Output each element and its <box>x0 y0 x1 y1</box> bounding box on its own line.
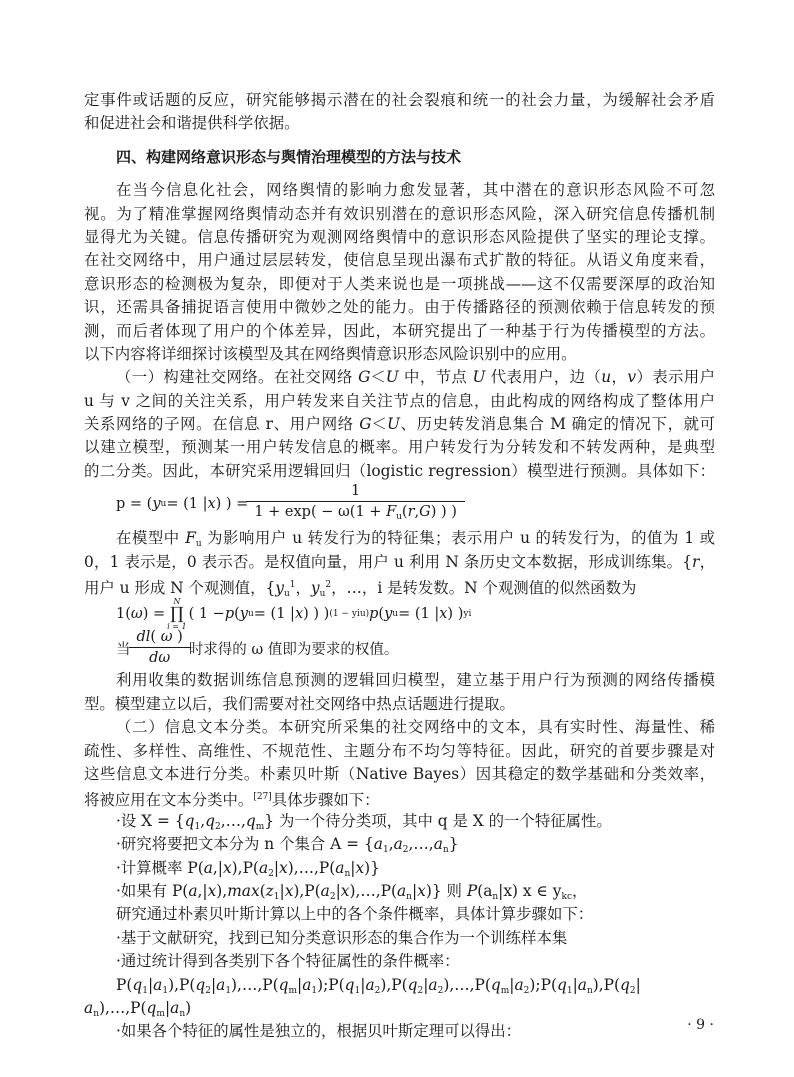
text-line <box>84 112 715 135</box>
math-variable: a <box>258 858 269 877</box>
text-line <box>84 203 715 226</box>
text-run: ,…, <box>220 811 246 830</box>
math-variable: ω <box>160 629 173 646</box>
text-run: 1( <box>116 606 131 623</box>
text-run: ) = <box>142 606 166 623</box>
math-sub: 2 <box>268 868 274 879</box>
text-run: 疏性、多样性、高维性、不规范性、主题分布不均匀等特征。因此，研究的首要步骤是对 <box>84 741 715 760</box>
math-variable: P <box>466 881 478 900</box>
text-run: 以建立模型，预测某一用户转发信息的概率。用户转发行为分转发和不转发两种，是典型 <box>84 438 715 457</box>
text-run: 的二分类。因此，本研究采用逻辑回归（logistic regression）模型进行预测。具体如下： <box>84 461 715 480</box>
text-run: ),…,P( <box>98 998 147 1017</box>
math-variable: x <box>417 881 426 900</box>
text-run: ) <box>185 998 192 1017</box>
text-run: 将被应用在文本分类中。 <box>84 791 254 810</box>
text-run: ， <box>699 552 715 571</box>
text-run: | <box>164 998 171 1017</box>
math-sub: 2 <box>417 985 424 996</box>
math-sub: 1 <box>194 821 201 832</box>
text-run: 以下内容将详细探讨该模型及其在网络舆情意识形态风险识别中的应用。 <box>84 344 577 363</box>
text-run: } <box>448 835 459 854</box>
text-run: | <box>147 975 154 994</box>
text-run: );P( <box>317 975 345 994</box>
text-line <box>84 763 715 786</box>
text-run: ) ) ) <box>303 606 330 623</box>
math-variable: a <box>203 858 213 877</box>
text-run: ),P( <box>231 858 259 877</box>
math-variable: F <box>386 503 397 520</box>
math-fraction <box>133 628 187 668</box>
text-run: 代表用户，边（ <box>485 368 602 387</box>
text-line <box>84 927 715 950</box>
text-run: ),…,P( <box>443 975 491 994</box>
text-line <box>84 574 715 600</box>
math-variable: a <box>514 975 524 994</box>
math-variable: a <box>320 881 330 900</box>
text-run: ）表示用户 <box>636 368 715 387</box>
math-sup: y <box>463 609 469 620</box>
math-variable: x <box>207 881 217 900</box>
math-sub: m <box>255 821 265 832</box>
text-run: ), <box>216 881 228 900</box>
math-sup: 2 <box>325 580 332 591</box>
text-line <box>84 390 715 413</box>
math-variable: a <box>428 975 438 994</box>
text-line <box>84 320 715 343</box>
text-run: 测，而后者体现了用户的个体差异，因此，本研究提出了一种基于行为传播模型的方法。 <box>84 321 715 340</box>
text-run: 定事件或话题的反应，研究能够揭示潜在的社会裂痕和统一的社会力量，为缓解社会矛盾 <box>84 91 715 109</box>
text-run: （二）信息文本分类。本研究所采集的社交网络中的文本，具有实时性、海量性、稀 <box>116 718 715 737</box>
math-variable: x <box>294 606 304 623</box>
text-run: 具体步骤如下： <box>271 791 380 810</box>
math-variable: q <box>245 811 256 830</box>
math-variable: a <box>433 835 443 854</box>
math-sub: u <box>283 589 290 600</box>
text-run: ),…,P( <box>287 858 336 877</box>
bullet-item <box>84 833 715 856</box>
text-run: ＜ <box>371 415 387 434</box>
math-sup: i <box>468 609 472 620</box>
page-number: · 9 · <box>687 1017 714 1033</box>
math-variable: G <box>359 415 372 434</box>
math-variable: q <box>620 975 630 994</box>
math-variable: a <box>153 975 163 994</box>
product-symbol: ∏ <box>170 603 184 624</box>
math-variable: x <box>279 858 288 877</box>
math-variable: dl <box>136 629 151 646</box>
text-run: 在社交网络中，用户通过层层转发，使信息呈现出瀑布式扩散的特征。从语义角度来看， <box>84 251 715 270</box>
text-run: | <box>360 975 366 994</box>
math-variable: ω <box>130 606 143 623</box>
math-variable: v <box>627 368 637 387</box>
text-run: ,| <box>197 881 208 900</box>
math-variable: a <box>335 858 345 877</box>
math-sub: 1 <box>566 985 573 996</box>
text-run: | <box>423 975 429 994</box>
text-run: 显得尤为关键。信息传播研究为观测网络舆情中的意识形态风险提供了坚实的理论支撑。 <box>84 227 715 246</box>
paragraph <box>84 669 715 716</box>
math-sub: u <box>392 609 399 620</box>
math-formula <box>84 597 715 631</box>
math-variable: a <box>365 975 375 994</box>
bullet-item <box>84 927 715 950</box>
math-variable: y <box>152 496 161 513</box>
text-run: ·研究将要把文本分为 n 个集合 A = { <box>116 835 374 854</box>
math-sub: kc <box>561 891 572 902</box>
math-variable: q <box>195 975 206 994</box>
text-run: } 为一个待分类项，其中 q 是 X 的一个特征属性。 <box>264 811 612 830</box>
text-run: ),P( <box>380 975 408 994</box>
paragraph <box>84 527 715 600</box>
text-run: = (1 | <box>398 606 440 623</box>
text-run: 、历史转发消息集合 M 确定的情况下，就可 <box>399 415 715 434</box>
math-sub: n <box>344 868 351 879</box>
text-run: 研究通过朴素贝叶斯计算以上中的各个条件概率，具体计算步骤如下： <box>116 905 594 924</box>
text-line <box>84 366 715 389</box>
math-sub: 1 <box>142 985 148 996</box>
paragraph <box>84 974 715 1021</box>
text-run: (a <box>477 881 493 900</box>
math-variable: U <box>385 368 399 387</box>
text-line <box>84 833 715 856</box>
math-sub: 2 <box>402 845 409 856</box>
bullet-item <box>84 880 715 903</box>
math-variable: x <box>340 881 350 900</box>
math-variable: q <box>132 975 143 994</box>
text-run: P( <box>116 975 133 994</box>
math-sub: n <box>492 891 499 902</box>
math-variable: U <box>472 368 486 387</box>
math-sub: u <box>319 589 326 600</box>
text-line <box>84 413 715 436</box>
text-run: ),P( <box>592 975 620 994</box>
text-run: ),…,P( <box>231 975 279 994</box>
math-sub: 1 <box>311 985 318 996</box>
text-run: ， <box>611 368 628 387</box>
text-run: 中，节点 <box>398 368 473 387</box>
text-run: 在模型中 <box>116 529 186 548</box>
math-variable: a <box>188 881 198 900</box>
math-sub: n <box>442 845 449 856</box>
text-line <box>84 436 715 459</box>
text-run: 和促进社会和谐提供科学依据。 <box>84 114 300 133</box>
text-line <box>84 693 715 716</box>
text-run: = (1 | <box>166 496 208 513</box>
text-run: | <box>411 881 418 900</box>
product-operator <box>167 598 186 631</box>
math-sub: m <box>288 985 297 996</box>
math-variable: y <box>239 606 248 623</box>
math-variable: y <box>275 579 284 598</box>
math-sub: 2 <box>629 985 636 996</box>
math-sub: 1 <box>354 985 361 996</box>
math-variable: a <box>393 835 403 854</box>
math-sub: 1 <box>162 985 169 996</box>
text-run: | <box>210 975 217 994</box>
text-run: ),…,P( <box>349 881 397 900</box>
math-variable: x <box>222 858 232 877</box>
text-run: ·通过统计得到各类别下各个特征属性的条件概率： <box>116 952 460 971</box>
text-run: ( <box>259 881 266 900</box>
bullet-item <box>84 950 715 973</box>
math-sup: ) <box>365 609 370 620</box>
text-run: 1 + exp( − ω(1 + <box>254 503 387 520</box>
text-line <box>84 273 715 296</box>
text-line <box>84 880 715 903</box>
math-sub: n <box>586 985 593 996</box>
text-line <box>84 1020 715 1043</box>
text-run: 0，1 表示是，0 表示否。是权值向量，用户 u 利用 N 条历史文本数据，形成训练集。{ <box>84 552 693 571</box>
math-variable: max <box>227 881 260 900</box>
text-line <box>84 716 715 739</box>
math-sub: u <box>160 499 167 510</box>
text-run: ·如果有 P( <box>116 881 189 900</box>
paragraph <box>84 903 715 926</box>
text-line <box>84 296 715 319</box>
text-line <box>84 974 715 997</box>
math-sub: 2 <box>437 985 444 996</box>
math-sub: 2 <box>214 821 221 832</box>
fraction-denominator <box>145 648 174 668</box>
math-variable: a <box>577 975 587 994</box>
math-variable: x <box>207 496 216 513</box>
math-sub: n <box>93 1008 99 1019</box>
text-run: 视。为了精准掌握网络舆情动态并有效识别潜在的意识形态风险，深入研究信息传播机制 <box>84 204 715 223</box>
fraction-denominator <box>250 502 461 527</box>
text-line <box>84 460 715 483</box>
text-line <box>84 527 715 550</box>
math-variable: x <box>439 606 448 623</box>
math-sub: u <box>195 539 202 550</box>
math-sub: n <box>179 1008 186 1019</box>
math-variable: a <box>302 975 312 994</box>
math-formula <box>84 631 715 665</box>
text-line <box>84 786 715 809</box>
text-run: 用户 u 形成 N 个观测值，{ <box>84 579 276 598</box>
math-variable: z <box>265 881 274 900</box>
text-run: | <box>635 975 641 994</box>
text-line <box>84 226 715 249</box>
text-run: ·如果各个特征的属性是独立的，根据贝叶斯定理可以得出： <box>116 1022 522 1041</box>
text-run: | <box>279 881 285 900</box>
math-sub: 2 <box>523 985 530 996</box>
document-body <box>84 89 715 1044</box>
math-formula <box>84 481 715 527</box>
math-variable: a <box>396 881 407 900</box>
text-line <box>84 89 715 112</box>
text-run: 为影响用户 u 转发行为的特征集；表示用户 u 的转发行为，的值为 1 或 <box>201 529 715 548</box>
text-run: ( 1 − <box>188 606 225 623</box>
math-sub: m <box>156 1008 165 1019</box>
text-run: p = ( <box>116 496 153 513</box>
text-run: ，…，i 是转发数。N 个观测值的似然函数为 <box>331 579 637 598</box>
text-run: ( <box>150 629 161 646</box>
math-variable: r <box>692 552 700 571</box>
text-run: ( <box>378 606 385 623</box>
math-sup: 1 <box>289 580 296 591</box>
math-variable: x <box>284 881 294 900</box>
text-run: 型。模型建立以后，我们需要对社交网络中热点话题进行提取。 <box>84 694 515 713</box>
text-run: ·设 X = { <box>116 811 185 830</box>
bullet-item <box>84 857 715 880</box>
text-run: （一）构建社交网络。在社交网络 <box>116 368 359 387</box>
text-run: ·基于文献研究，找到已知分类意识形态的集合作为一个训练样本集 <box>116 928 568 947</box>
math-variable: x <box>355 858 365 877</box>
paragraph <box>84 716 715 810</box>
text-run: , <box>388 835 394 854</box>
math-variable: q <box>407 975 418 994</box>
text-run: |x) x ∈ y <box>498 881 562 900</box>
math-sup: u <box>359 609 366 620</box>
text-line <box>84 343 715 366</box>
math-sub: u <box>248 609 254 620</box>
math-variable: dω <box>149 650 171 667</box>
text-line <box>84 669 715 692</box>
math-sub: m <box>500 985 510 996</box>
text-run: | <box>335 881 341 900</box>
text-run: ),P( <box>293 881 321 900</box>
math-variable: r <box>407 503 415 520</box>
math-sub: 2 <box>329 891 336 902</box>
math-sup: i <box>356 609 360 620</box>
math-variable: a <box>84 998 94 1017</box>
math-variable: G <box>419 503 431 520</box>
text-run: ， <box>295 579 311 598</box>
math-variable: a <box>216 975 226 994</box>
math-variable: F <box>185 529 196 548</box>
math-sub: 1 <box>273 891 280 902</box>
math-variable: q <box>278 975 289 994</box>
text-run: 识，还需具备捕捉语言使用中微妙之处的能力。由于传播路径的预测依赖于信息转发的预 <box>84 298 715 317</box>
math-variable: u <box>601 368 612 387</box>
citation-marker: [27] <box>253 792 272 803</box>
paragraph <box>84 89 715 136</box>
math-variable: q <box>146 998 157 1017</box>
text-run: u 与 v 之间的关注关系，用户转发来自关注节点的信息，由此构成的网络构成了整体用户 <box>84 391 715 410</box>
math-variable: a <box>170 998 180 1017</box>
text-run: , <box>414 503 420 520</box>
text-line <box>84 857 715 880</box>
math-variable: q <box>184 811 195 830</box>
paragraph <box>84 366 715 483</box>
math-sub: 1 <box>225 985 232 996</box>
math-variable: p <box>224 606 235 623</box>
bullet-item <box>84 1020 715 1043</box>
math-sup: (1 − y <box>329 609 357 620</box>
math-variable: q <box>490 975 501 994</box>
math-variable: q <box>205 811 215 830</box>
math-variable: q <box>344 975 355 994</box>
math-variable: y <box>310 579 320 598</box>
text-line <box>84 551 715 574</box>
text-run: | <box>572 975 578 994</box>
math-sub: 2 <box>374 985 381 996</box>
text-run: | <box>273 858 280 877</box>
text-run: ) <box>172 629 183 646</box>
text-run: 当 <box>116 641 131 658</box>
text-line <box>84 950 715 973</box>
text-run: ＜ <box>370 368 386 387</box>
text-line <box>84 740 715 763</box>
text-run: )} <box>364 858 380 877</box>
math-sub: n <box>406 891 412 902</box>
text-run: ,| <box>212 858 223 877</box>
text-run: 关系网络的子网。在信息 r、用户网络 <box>84 415 360 434</box>
math-variable: U <box>386 415 400 434</box>
fraction-numerator <box>129 628 191 648</box>
bullet-item <box>84 810 715 833</box>
text-run: | <box>297 975 303 994</box>
text-run: ) ) <box>447 606 464 623</box>
math-sub: 2 <box>205 985 211 996</box>
product-lower-limit: i = 1 <box>167 621 187 631</box>
text-run: ( <box>401 503 408 520</box>
product-upper-limit: N <box>173 596 181 606</box>
text-line <box>84 903 715 926</box>
text-run: , <box>200 811 206 830</box>
text-line <box>84 997 715 1020</box>
text-run: ) ) ) <box>430 503 457 520</box>
text-run: | <box>350 858 356 877</box>
text-run: )} 则 <box>425 881 467 900</box>
text-run: 1 <box>351 482 361 499</box>
text-run: ( <box>234 606 240 623</box>
math-variable: a <box>373 835 383 854</box>
text-run: 意识形态的检测极为复杂，即便对于人类来说也是一项挑战——这不仅需要深厚的政治知 <box>84 274 715 293</box>
text-run: 这些信息文本进行分类。朴素贝叶斯（Native Bayes）因其稳定的数学基础和分类效率， <box>84 765 715 783</box>
text-run: ,…, <box>408 835 434 854</box>
section-heading: 四、构建网络意识形态与舆情治理模型的方法与技术 <box>116 147 462 166</box>
math-variable: y <box>384 606 393 623</box>
text-run: ， <box>572 881 588 900</box>
text-run: 在当今信息化社会，网络舆情的影响力愈发显著，其中潜在的意识形态风险不可忽 <box>116 181 715 200</box>
text-line <box>84 179 715 202</box>
fraction-numerator <box>246 482 465 502</box>
math-variable: p <box>369 606 379 623</box>
math-sub: 1 <box>382 845 389 856</box>
math-variable: G <box>358 368 371 387</box>
math-variable: q <box>556 975 567 994</box>
text-run: 利用收集的数据训练信息预测的逻辑回归模型，建立基于用户行为预测的网络传播模 <box>116 671 715 690</box>
text-run: );P( <box>529 975 557 994</box>
math-sub: u <box>396 511 402 522</box>
text-line <box>84 810 715 833</box>
text-run: ),P( <box>168 975 196 994</box>
text-run: ) ) = <box>215 496 249 513</box>
text-run: | <box>509 975 515 994</box>
text-run: 时求得的 ω 值即为要求的权值。 <box>188 641 399 658</box>
text-line <box>84 249 715 272</box>
text-run: = (1 | <box>253 606 295 623</box>
paragraph <box>84 179 715 366</box>
math-fraction <box>250 482 461 527</box>
text-run: ·计算概率 P( <box>116 858 204 877</box>
